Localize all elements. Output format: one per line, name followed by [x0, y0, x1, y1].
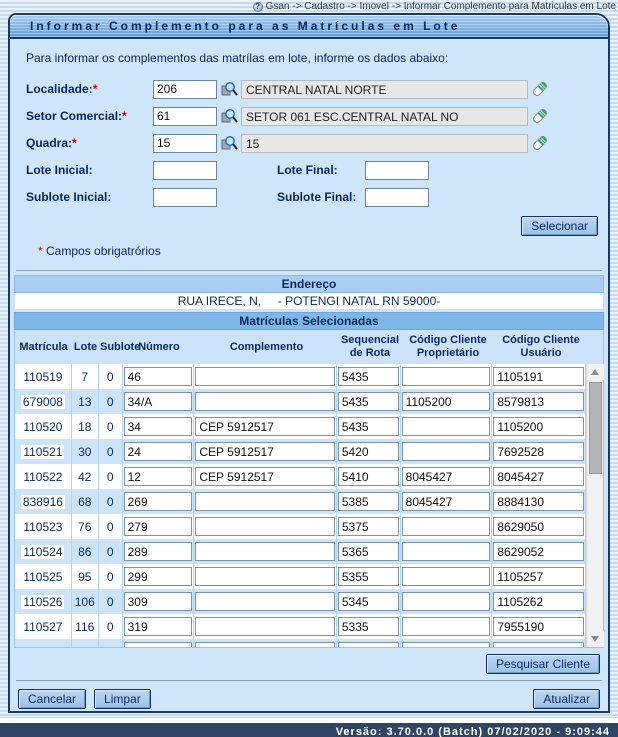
- cod-usuario-input[interactable]: [493, 592, 584, 611]
- sublote-inicial-label: Sublote Inicial:: [26, 190, 112, 204]
- cod-proprietario-input[interactable]: [402, 592, 491, 611]
- matricula-value[interactable]: 838916: [22, 494, 63, 509]
- col-numero: Número: [138, 340, 180, 353]
- sequencial-input[interactable]: [338, 567, 399, 586]
- quadra-row: [26, 133, 604, 153]
- table-row: [15, 464, 586, 489]
- complemento-input[interactable]: [195, 642, 334, 647]
- sublote-value: 0: [106, 494, 114, 509]
- cod-proprietario-input[interactable]: [402, 392, 491, 411]
- numero-input[interactable]: [124, 517, 193, 536]
- numero-input[interactable]: [124, 442, 193, 461]
- quadra-input[interactable]: [153, 134, 217, 153]
- quadra-label: Quadra:*: [26, 136, 77, 150]
- cod-usuario-input[interactable]: [493, 542, 584, 561]
- numero-input[interactable]: [124, 367, 193, 386]
- table-body: [15, 364, 586, 647]
- table-row: [15, 414, 586, 439]
- selecionar-button[interactable]: Selecionar: [521, 216, 598, 236]
- matricula-value[interactable]: 110526: [23, 594, 63, 609]
- lote-value: 116: [75, 619, 95, 634]
- cod-usuario-input[interactable]: [493, 517, 584, 536]
- sequencial-input[interactable]: [338, 492, 399, 511]
- col-sequencial: Sequencial de Rota: [340, 334, 400, 359]
- numero-input[interactable]: [124, 392, 193, 411]
- help-icon[interactable]: ?: [253, 2, 263, 12]
- numero-input[interactable]: [124, 417, 193, 436]
- breadcrumb: Gsan -> Cadastro -> Imovel -> Informar Complemento para Matriculas em Lote: [265, 1, 616, 12]
- cod-proprietario-input[interactable]: [402, 542, 491, 561]
- lote-row: [26, 160, 604, 180]
- numero-input[interactable]: [124, 567, 193, 586]
- localidade-search-icon[interactable]: [219, 80, 239, 98]
- sequencial-input[interactable]: [338, 592, 399, 611]
- cod-proprietario-input[interactable]: [402, 567, 491, 586]
- col-complemento: Complemento: [229, 340, 304, 353]
- table-header-row: [15, 330, 603, 364]
- version-bar: [0, 723, 618, 737]
- lote-value: 30: [78, 444, 92, 459]
- complemento-input[interactable]: [195, 492, 334, 511]
- table-row: [15, 489, 586, 514]
- complemento-input[interactable]: [195, 542, 334, 561]
- complemento-input[interactable]: [195, 392, 334, 411]
- cod-proprietario-input[interactable]: [402, 492, 491, 511]
- matricula-value[interactable]: 110522: [23, 469, 63, 484]
- sublote-value: 0: [106, 469, 114, 484]
- complemento-input[interactable]: [195, 367, 334, 386]
- complemento-input[interactable]: [195, 417, 334, 436]
- matricula-value[interactable]: 110527: [23, 619, 63, 634]
- complemento-input[interactable]: [195, 442, 334, 461]
- lote-value: 13: [78, 394, 92, 409]
- cod-usuario-input[interactable]: [493, 467, 584, 486]
- col-cod-proprietario: Código Cliente Proprietário: [409, 334, 487, 359]
- table-row: [15, 364, 586, 389]
- required-note: * Campos obrigatrórios: [38, 244, 161, 258]
- sublote-value: 0: [106, 619, 114, 634]
- lote-final-label: Lote Final:: [277, 163, 338, 177]
- complemento-input[interactable]: [195, 592, 334, 611]
- complemento-input[interactable]: [195, 517, 334, 536]
- localidade-erase-icon[interactable]: [530, 80, 550, 98]
- table-row: [15, 389, 586, 414]
- sequencial-input[interactable]: [338, 642, 399, 647]
- col-sublote: Sublote: [100, 340, 141, 353]
- localidade-description: CENTRAL NATAL NORTE: [241, 80, 528, 99]
- setor-search-icon[interactable]: [219, 107, 239, 125]
- sublote-value: 0: [106, 369, 114, 384]
- pesquisar-cliente-button[interactable]: Pesquisar Cliente: [486, 654, 600, 674]
- setor-description: SETOR 061 ESC.CENTRAL NATAL NO: [241, 107, 528, 126]
- table-row: [15, 439, 586, 464]
- numero-input[interactable]: [124, 542, 193, 561]
- cod-usuario-input[interactable]: [493, 442, 584, 461]
- localidade-label: Localidade:*: [26, 82, 98, 96]
- sublote-inicial-input[interactable]: [153, 188, 217, 207]
- sublote-final-input[interactable]: [365, 188, 429, 207]
- lote-value: 95: [78, 569, 92, 584]
- lote-value: 42: [78, 469, 92, 484]
- cod-proprietario-input[interactable]: [402, 517, 491, 536]
- cod-proprietario-input[interactable]: [402, 617, 491, 636]
- lote-value: 106: [74, 594, 95, 609]
- sublote-value: 0: [106, 569, 114, 584]
- table-scrollbar[interactable]: [586, 364, 603, 647]
- table-row: [15, 564, 586, 589]
- cod-proprietario-input[interactable]: [402, 367, 491, 386]
- sequencial-input[interactable]: [338, 467, 399, 486]
- sequencial-input[interactable]: [338, 517, 399, 536]
- cod-usuario-input[interactable]: [493, 392, 584, 411]
- sequencial-input[interactable]: [338, 392, 399, 411]
- lote-value: 76: [78, 519, 92, 534]
- table-row: [15, 514, 586, 539]
- matriculas-table: [14, 330, 604, 648]
- scroll-up-icon[interactable]: [587, 364, 604, 380]
- scrollbar-thumb[interactable]: [589, 382, 602, 474]
- page-title: Informar Complemento para as Matrículas em Lote: [10, 15, 608, 39]
- quadra-search-icon[interactable]: [219, 134, 239, 152]
- sublote-value: 0: [106, 394, 114, 409]
- complemento-input[interactable]: [195, 617, 334, 636]
- sequencial-input[interactable]: [338, 417, 399, 436]
- sublote-row: [26, 187, 604, 207]
- lote-inicial-input[interactable]: [153, 161, 217, 180]
- numero-input[interactable]: [124, 617, 193, 636]
- breadcrumb-bar: [0, 0, 618, 13]
- complemento-input[interactable]: [195, 567, 334, 586]
- cod-usuario-input[interactable]: [493, 417, 584, 436]
- scroll-down-icon[interactable]: [587, 631, 604, 647]
- lote-value: 86: [78, 544, 92, 559]
- limpar-button[interactable]: Limpar: [94, 689, 151, 709]
- numero-input[interactable]: [124, 642, 193, 647]
- divider: [16, 270, 602, 271]
- setor-row: [26, 106, 604, 126]
- cod-usuario-input[interactable]: [493, 567, 584, 586]
- table-row: [15, 614, 586, 639]
- matricula-value[interactable]: 110524: [23, 544, 63, 559]
- cancelar-button[interactable]: Cancelar: [18, 689, 86, 709]
- cod-proprietario-input[interactable]: [402, 417, 491, 436]
- cod-usuario-input[interactable]: [493, 642, 584, 647]
- endereco-address: RUA IRECE, N, - POTENGI NATAL RN 59000-: [14, 293, 604, 310]
- numero-input[interactable]: [124, 592, 193, 611]
- numero-input[interactable]: [124, 467, 193, 486]
- cod-usuario-input[interactable]: [493, 492, 584, 511]
- lote-inicial-label: Lote Inicial:: [26, 163, 93, 177]
- matricula-value[interactable]: 110525: [23, 569, 63, 584]
- cod-proprietario-input[interactable]: [402, 642, 491, 647]
- setor-label: Setor Comercial:*: [26, 109, 127, 123]
- matricula-value[interactable]: 679008: [22, 394, 63, 409]
- atualizar-button[interactable]: Atualizar: [533, 689, 600, 709]
- matricula-value[interactable]: 110520: [23, 419, 63, 434]
- quadra-erase-icon[interactable]: [530, 134, 550, 152]
- sublote-value: 0: [106, 544, 114, 559]
- col-matricula: Matrícula: [19, 340, 68, 353]
- intro-text: Para informar os complementos das matrílas em lote, informe os dados abaixo:: [26, 51, 449, 65]
- form-area: [10, 39, 608, 711]
- cod-usuario-input[interactable]: [493, 617, 584, 636]
- matriculas-header: Matrículas Selecionadas: [14, 312, 604, 330]
- endereco-header: Endereço: [14, 275, 604, 293]
- setor-erase-icon[interactable]: [530, 107, 550, 125]
- lote-final-input[interactable]: [365, 161, 429, 180]
- sequencial-input[interactable]: [338, 617, 399, 636]
- sublote-value: 0: [106, 519, 114, 534]
- sublote-final-label: Sublote Final:: [277, 190, 357, 204]
- sequencial-input[interactable]: [338, 442, 399, 461]
- divider-bottom: [16, 680, 602, 681]
- lote-value: 68: [78, 494, 92, 509]
- table-row: [15, 539, 586, 564]
- complemento-input[interactable]: [195, 467, 334, 486]
- col-lote: Lote: [73, 340, 98, 353]
- cod-proprietario-input[interactable]: [402, 442, 491, 461]
- matricula-value[interactable]: 110521: [23, 444, 63, 459]
- numero-input[interactable]: [124, 492, 193, 511]
- localidade-input[interactable]: [153, 80, 217, 99]
- cod-usuario-input[interactable]: [493, 367, 584, 386]
- main-panel: [8, 13, 610, 713]
- cod-proprietario-input[interactable]: [402, 467, 491, 486]
- quadra-description: 15: [241, 134, 528, 153]
- sublote-value: 0: [106, 419, 114, 434]
- sequencial-input[interactable]: [338, 367, 399, 386]
- version-text: Versão: 3.70.0.0 (Batch) 07/02/2020 - 9:09:44: [335, 725, 610, 737]
- table-row: [15, 639, 586, 647]
- table-row: [15, 589, 586, 614]
- localidade-row: [26, 79, 604, 99]
- matricula-value[interactable]: 110523: [23, 519, 63, 534]
- lote-value: 7: [81, 369, 89, 384]
- sequencial-input[interactable]: [338, 542, 399, 561]
- lote-value: 18: [78, 419, 92, 434]
- col-cod-usuario: Código Cliente Usuário: [502, 334, 580, 359]
- setor-input[interactable]: [153, 107, 217, 126]
- sublote-value: 0: [106, 444, 114, 459]
- sublote-value: 0: [106, 594, 114, 609]
- matricula-value[interactable]: 110519: [23, 369, 63, 384]
